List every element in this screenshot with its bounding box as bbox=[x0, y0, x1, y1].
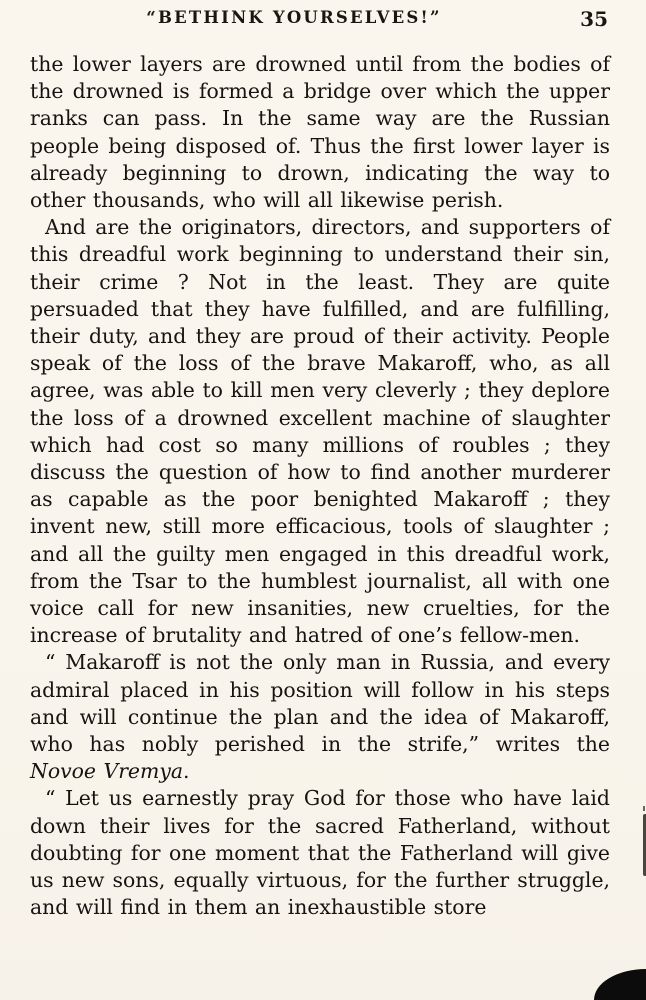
quote-suffix: . bbox=[183, 759, 190, 784]
paragraph-fatherland-prayer: “ Let us earnestly pray God for those who have laid down their lives for the sacred Fatherland, without doubting for one moment that the Fatherland will give us new sons, equally virtuous, for the further struggle, and will find in them an inexhaustible store bbox=[30, 786, 610, 920]
page-title: “BETHINK YOURSELVES!” bbox=[146, 8, 442, 27]
paragraph-originators: And are the originators, directors, and supporters of this dreadful work beginning to understand their sin, their crime ? Not in the least. They are quite persuaded that they have fulfilled, and are fulfilling, their duty, and they are proud of their activity. People speak of the loss of the brave Makaroff, who, as all agree, was able to kill men very cleverly ; they deplore the loss of a drowned excellent machine of slaughter which had cost so many millions of roubles ; they discuss the question of how to find another murderer as capable as the poor benighted Makaroff ; they invent new, still more efficacious, tools of slaughter ; and all the guilty men engaged in this dreadful work, from the Tsar to the humblest journalist, all with one voice call for new insanities, new cruelties, for the increase of brutality and hatred of one’s fellow-men. bbox=[30, 215, 610, 648]
page-body-text bbox=[30, 51, 610, 922]
paragraph-drowned-layers: the lower layers are drowned until from the bodies of the drowned is formed a bridge over which the upper ranks can pass. In the same way are the Russian people being disposed of. Thus the first lower layer is already beginning to drown, indicating the way to other thousands, who will all likewise perish. bbox=[30, 52, 610, 213]
scan-artifact-page-curl bbox=[594, 969, 646, 1000]
citation-novoe-vremya: Novoe Vremya bbox=[30, 759, 184, 784]
running-head bbox=[30, 7, 610, 33]
scan-artifact-edge-tick bbox=[643, 806, 645, 811]
paragraph-makaroff-quote bbox=[30, 649, 610, 785]
page-number: 35 bbox=[580, 7, 608, 31]
quote-text: “ Makaroff is not the only man in Russia, and every admiral placed in his position will follow in his steps and will continue the plan and the idea of Makaroff, who has nobly perished in the strife,” writes the bbox=[30, 650, 610, 757]
